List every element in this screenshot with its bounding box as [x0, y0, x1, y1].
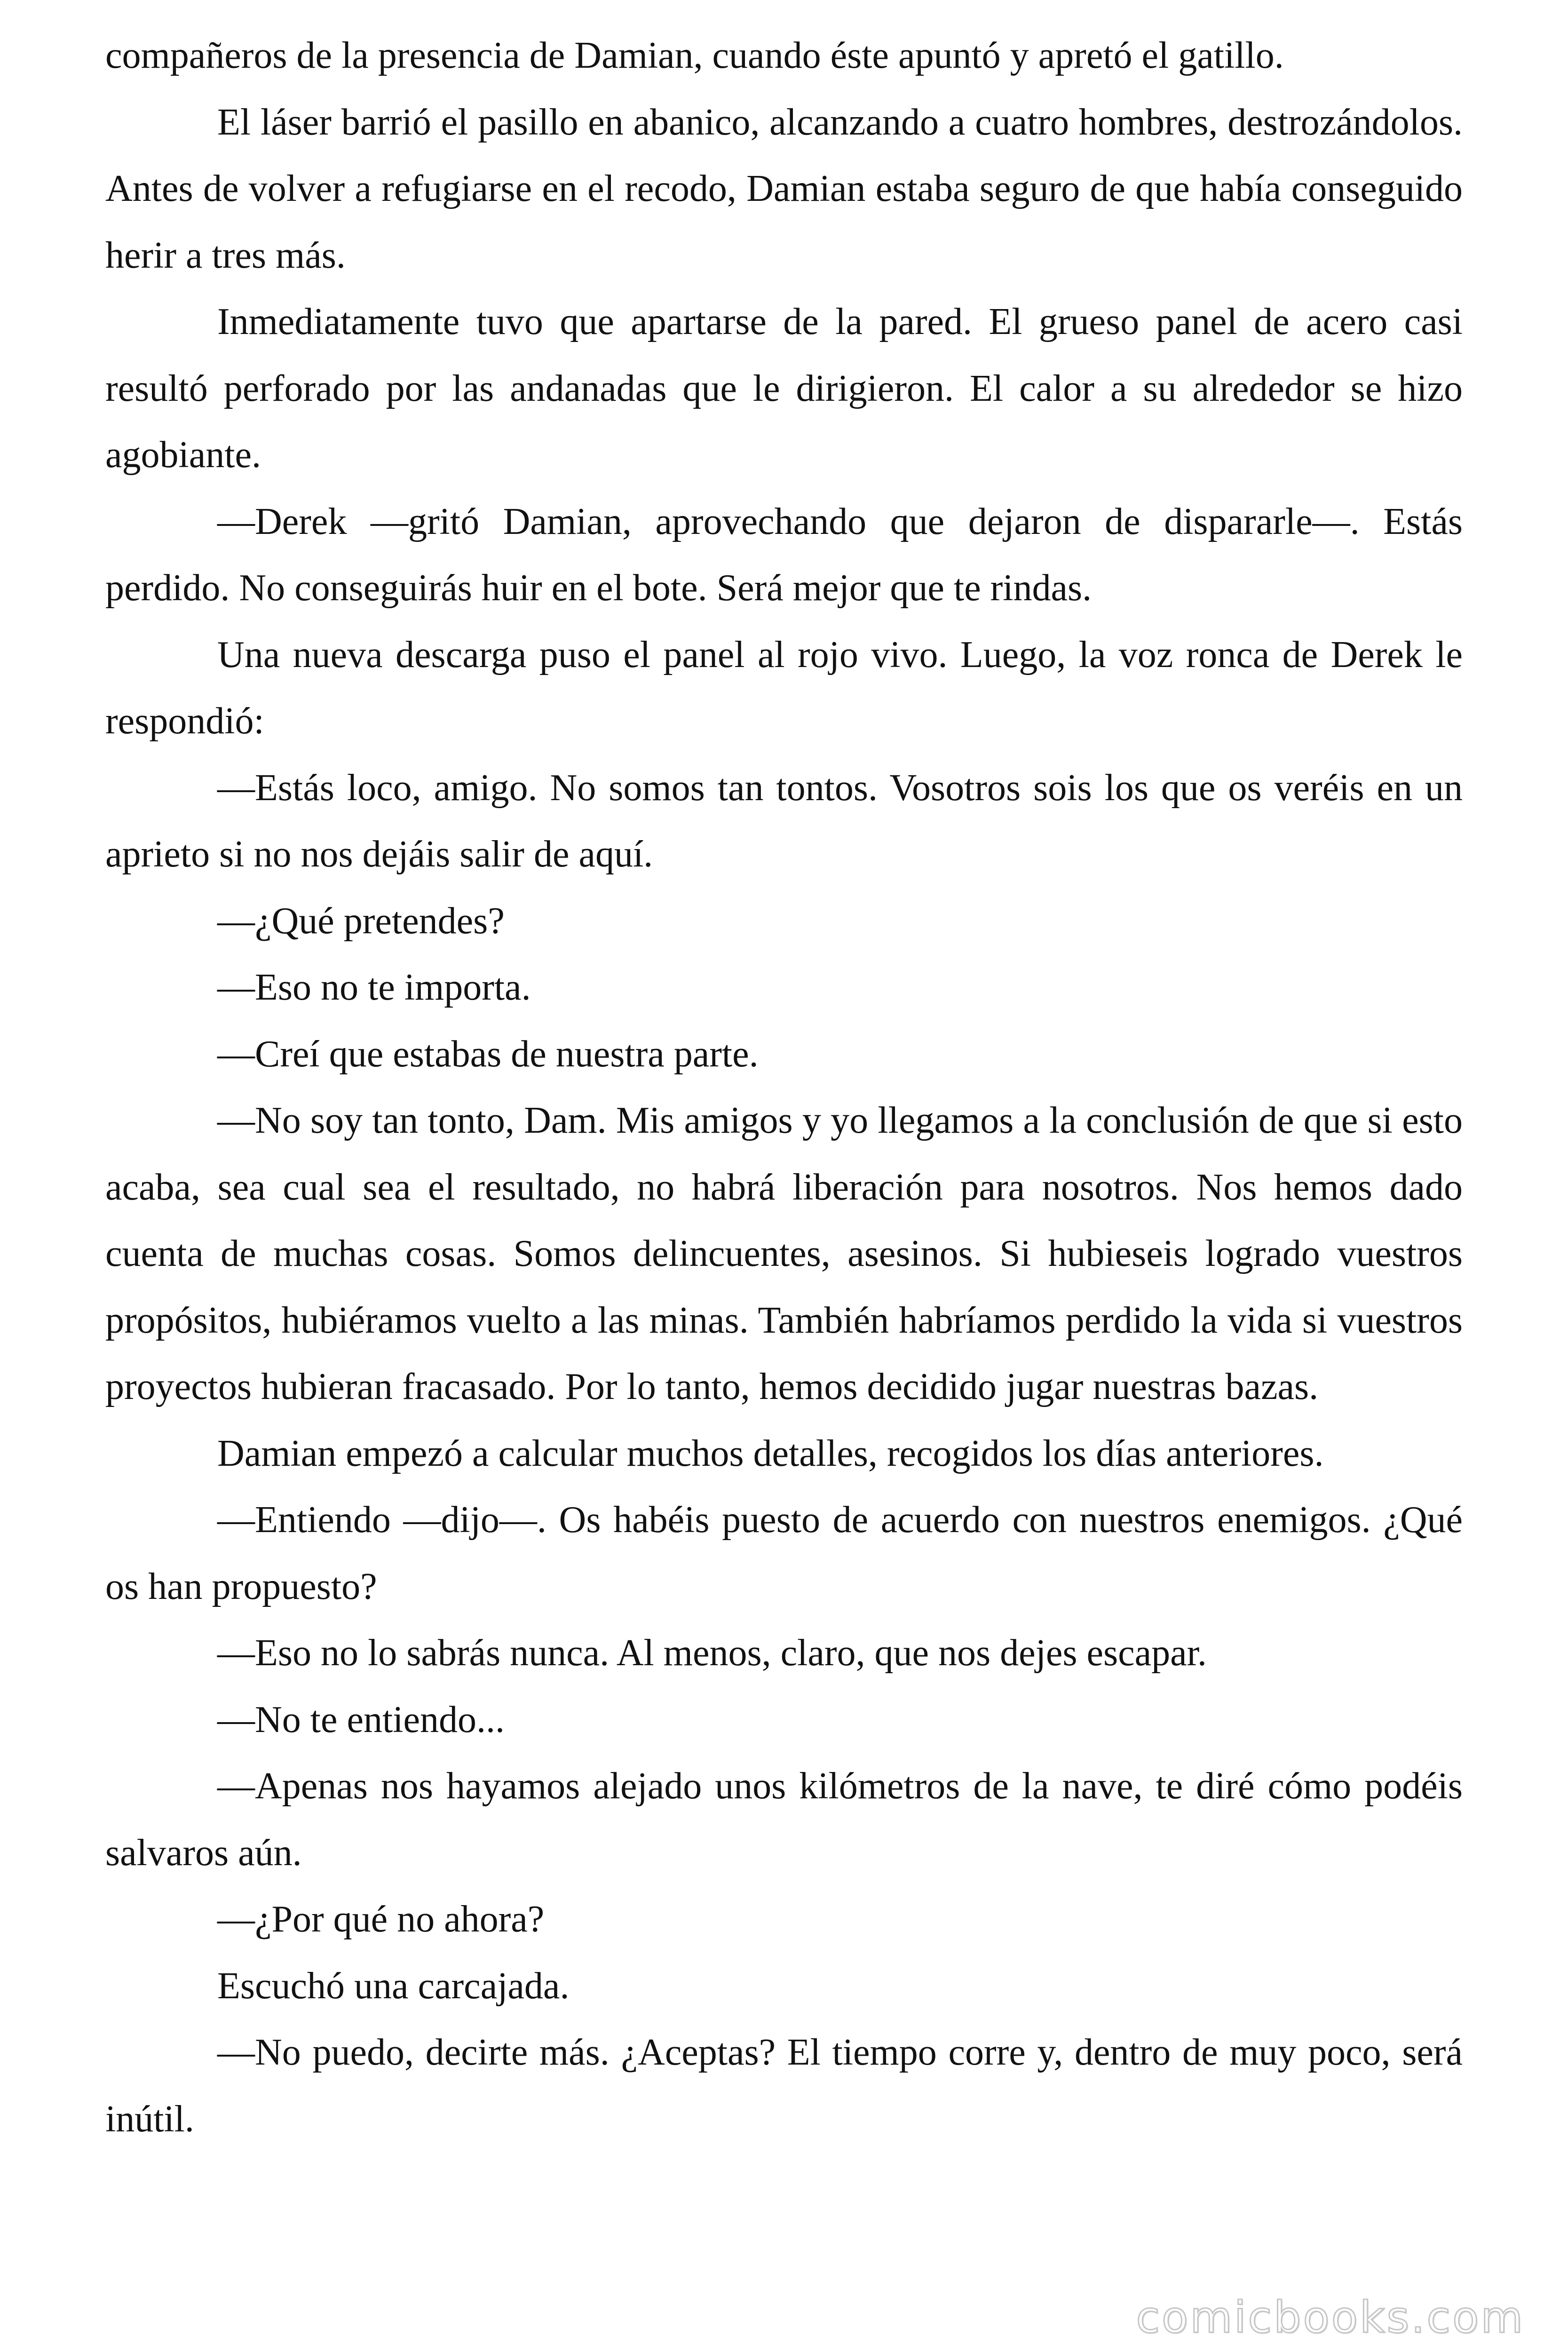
- paragraph-14: —No te entiendo...: [217, 1699, 505, 1740]
- paragraph-11: Damian empezó a calcular muchos detalles, recogidos los días anteriores.: [217, 1432, 1324, 1474]
- paragraph-12: —Entiendo —dijo—. Os habéis puesto de acuerdo con nuestros enemigos. ¿Qué os han propuesto?: [105, 1499, 1463, 1607]
- paragraph-3: Inmediatamente tuvo que apartarse de la pared. El grueso panel de acero casi resultó perforado por las andanadas que le dirigieron. El calor a su alrededor se hizo agobiante.: [105, 301, 1463, 476]
- paragraph-16: —¿Por qué no ahora?: [217, 1899, 545, 1940]
- paragraph-15: —Apenas nos hayamos alejado unos kilómetros de la nave, te diré cómo podéis salvaros aún.: [105, 1765, 1463, 1874]
- paragraph-17: Escuchó una carcajada.: [217, 1965, 570, 2007]
- paragraph-13: —Eso no lo sabrás nunca. Al menos, claro, que nos dejes escapar.: [217, 1632, 1207, 1674]
- paragraph-2: El láser barrió el pasillo en abanico, alcanzando a cuatro hombres, destrozándolos. Antes de volver a refugiarse en el recodo, Damian estaba seguro de que había conseguido herir a tres más.: [105, 101, 1463, 276]
- paragraph-10: —No soy tan tonto, Dam. Mis amigos y yo llegamos a la conclusión de que si esto acaba, sea cual sea el resultado, no habrá liberación para nosotros. Nos hemos dado cuenta de muchas cosas. Somos delincuentes, asesinos. Si hubieseis logrado vuestros propósitos, hubiéramos vuelto a las minas. También habríamos perdido la vida si vuestros proyectos hubieran fracasado. Por lo tanto, hemos decidido jugar nuestras bazas.: [105, 1100, 1463, 1407]
- paragraph-5: Una nueva descarga puso el panel al rojo vivo. Luego, la voz ronca de Derek le respondió:: [105, 634, 1463, 742]
- paragraph-9: —Creí que estabas de nuestra parte.: [217, 1033, 759, 1075]
- paragraph-7: —¿Qué pretendes?: [217, 900, 505, 942]
- paragraph-1: compañeros de la presencia de Damian, cuando éste apuntó y apretó el gatillo.: [105, 35, 1284, 76]
- page-text: [105, 23, 1463, 2153]
- paragraph-4: —Derek —gritó Damian, aprovechando que dejaron de dispararle—. Estás perdido. No conseguirás huir en el bote. Será mejor que te rindas.: [105, 501, 1463, 609]
- paragraph-8: —Eso no te importa.: [217, 967, 531, 1008]
- paragraph-6: —Estás loco, amigo. No somos tan tontos. Vosotros sois los que os veréis en un aprieto si no nos dejáis salir de aquí.: [105, 767, 1463, 875]
- watermark: comicbooks.com: [1136, 2292, 1525, 2343]
- paragraph-18: —No puedo, decirte más. ¿Aceptas? El tiempo corre y, dentro de muy poco, será inútil.: [105, 2032, 1463, 2140]
